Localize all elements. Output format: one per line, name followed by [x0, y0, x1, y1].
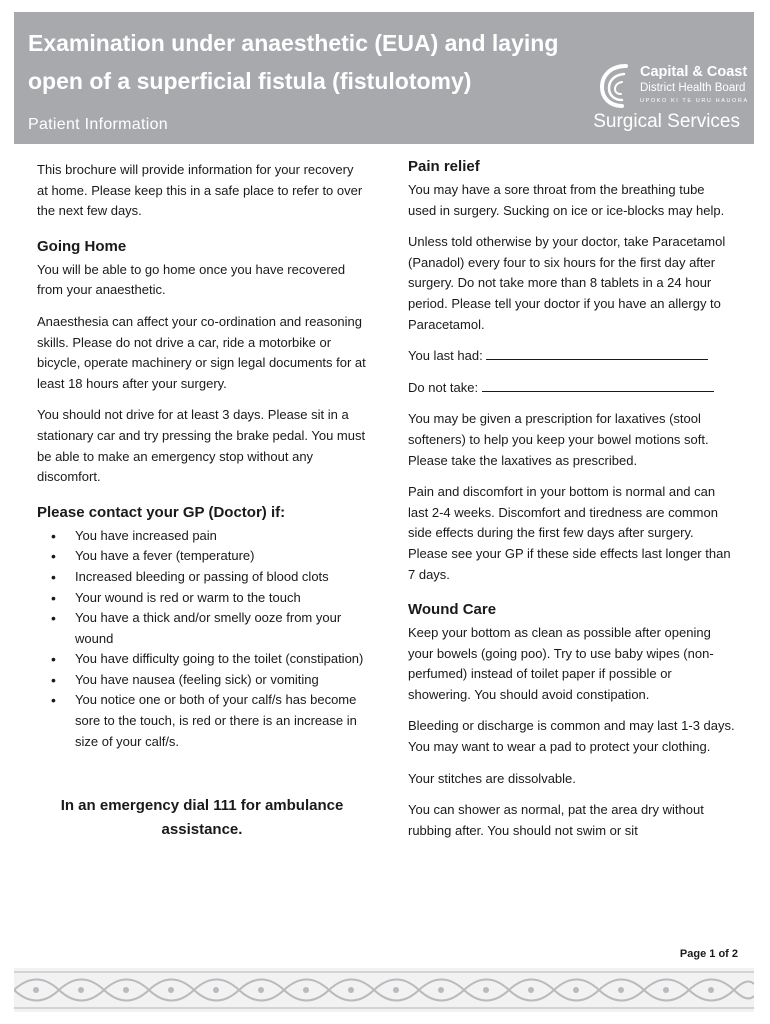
pain-relief-p2: Unless told otherwise by your doctor, take Paracetamol (Panadol) every four to six hours for the first day after surgery. Do not take more than 8 tablets in a 24 hour period. Please tell your doctor if you have an allergy to Paracetamol. — [408, 234, 726, 332]
ccdhb-logo — [596, 60, 756, 110]
patient-information-label: Patient Information — [28, 116, 168, 133]
wound-care-p2: Bleeding or discharge is common and may last 1-3 days. You may want to wear a pad to protect your clothing. — [408, 718, 735, 755]
going-home-p2: Anaesthesia can affect your co-ordination and reasoning skills. Please do not drive a car, ride a motorbike or bicycle, operate machinery or sign legal documents for at least 18 hours after your surgery. — [37, 313, 366, 391]
logo-swirl-icon — [596, 60, 636, 110]
wound-care-p1: Keep your bottom as clean as possible after opening your bowels (going poo). Try to use baby wipes (non-perfumed) instead of toilet paper if possible or showering. You should avoid constipation. — [408, 625, 714, 702]
pain-relief-p1: You may have a sore throat from the breathing tube used in surgery. Sucking on ice or ice-blocks may help. — [408, 182, 725, 218]
going-home-p3: You should not drive for at least 3 days. Please sit in a stationary car and try pressing the brake pedal. You must be able to make an emergency stop without any discomfort. — [37, 407, 366, 485]
going-home-heading: Going Home — [37, 237, 127, 255]
do-not-take-label: Do not take: — [408, 379, 479, 395]
header-banner — [14, 12, 754, 144]
logo-line-2: District Health Board — [640, 82, 746, 94]
logo-line-1: Capital & Coast — [640, 64, 748, 80]
list-item: • You have increased pain — [37, 526, 367, 547]
wound-care-heading: Wound Care — [408, 601, 497, 619]
pain-relief-heading: Pain relief — [408, 158, 480, 175]
list-item: • Increased bleeding or passing of blood clots — [37, 567, 367, 588]
wound-care-p4: You can shower as normal, pat the area dry without rubbing after. You should not swim or sit — [408, 802, 704, 838]
decorative-pattern-band — [14, 968, 754, 1012]
last-had-blank — [486, 348, 708, 360]
emergency-notice: In an emergency dial 111 for ambulance assistance. — [60, 797, 344, 839]
left-column — [37, 160, 367, 842]
list-item: • You have nausea (feeling sick) or vomiting — [37, 670, 367, 691]
list-item: • Your wound is red or warm to the touch — [37, 588, 367, 609]
pain-relief-p4: Pain and discomfort in your bottom is normal and can last 2-4 weeks. Discomfort and tiredness are common side effects during the first few days after surgery. Please see your GP if these side effects last longer than 7 days. — [408, 484, 731, 582]
logo-line-3: UPOKO KI TE URU HAUORA — [640, 98, 749, 104]
document-title: Examination under anaesthetic (EUA) and laying open of a superficial fistula (fistulotomy) — [28, 30, 559, 94]
list-item: • You have a thick and/or smelly ooze from your wound — [37, 608, 367, 649]
surgical-services-label: Surgical Services — [593, 111, 740, 132]
do-not-take-blank — [482, 380, 714, 392]
last-had-field — [408, 346, 736, 367]
right-column — [408, 156, 736, 852]
page-number: Page 1 of 2 — [679, 948, 738, 960]
list-item: • You have difficulty going to the toilet (constipation) — [37, 649, 367, 670]
wound-care-p3: Your stitches are dissolvable. — [408, 770, 576, 786]
do-not-take-field — [408, 378, 736, 399]
pain-relief-p3: You may be given a prescription for laxatives (stool softeners) to help you keep your bowel motions soft. Please take the laxatives as prescribed. — [408, 411, 709, 468]
list-item: • You have a fever (temperature) — [37, 546, 367, 567]
going-home-p1: You will be able to go home once you have recovered from your anaesthetic. — [37, 261, 346, 298]
last-had-label: You last had: — [408, 348, 483, 364]
intro-paragraph: This brochure will provide information for your recovery at home. Please keep this in a safe place to refer to over the next few days. — [37, 162, 363, 219]
contact-gp-list — [37, 526, 367, 753]
list-item: • You notice one or both of your calf/s has become sore to the touch, is red or there is an increase in size of your calf/s. — [37, 690, 367, 752]
contact-gp-heading: Please contact your GP (Doctor) if: — [37, 503, 286, 521]
